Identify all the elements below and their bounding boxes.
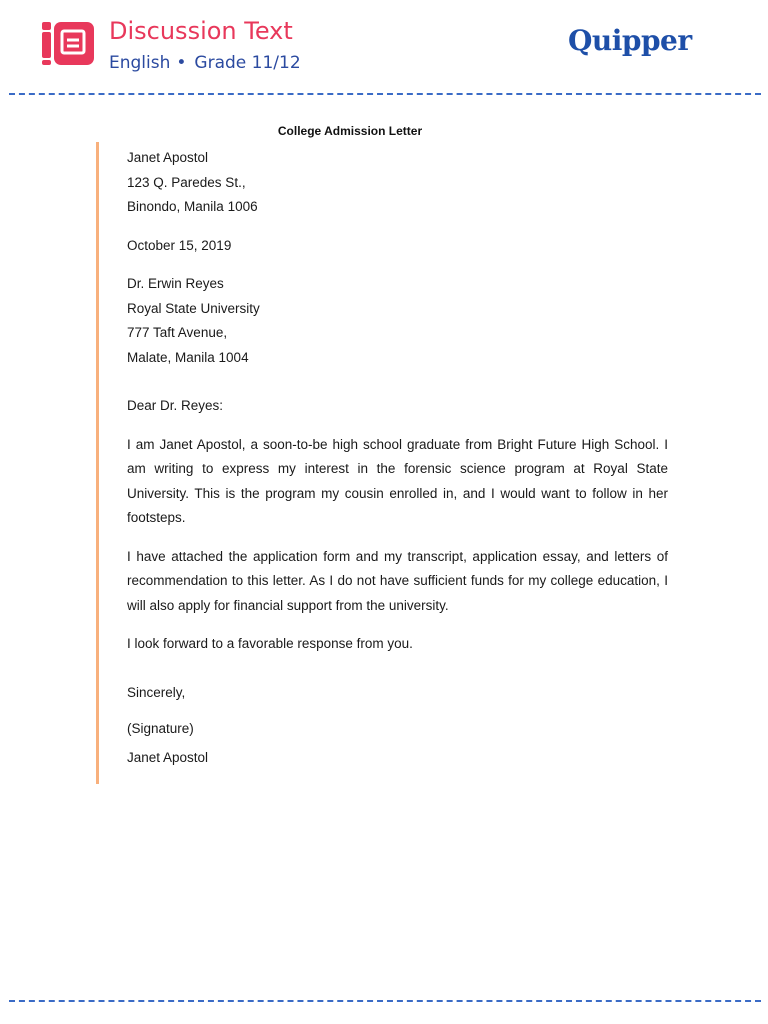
recipient-line: Royal State University [127,300,260,316]
document-icon [40,20,96,66]
closing: Sincerely, [127,684,186,700]
course-info [109,51,301,75]
separator-dot: • [176,53,187,73]
subject-label: English [109,53,171,73]
sender-line: Binondo, Manila 1006 [127,199,258,214]
grade-label: Grade 11/12 [194,53,301,73]
body-paragraph: I look forward to a favorable response from you. [127,636,413,651]
recipient-line: Malate, Manila 1004 [127,349,249,365]
sender-line: Janet Apostol [127,150,209,165]
signature: (Signature) [127,721,194,736]
recipient-line: Dr. Erwin Reyes [127,276,224,291]
body-paragraph: I am Janet Apostol, a soon-to-be high school graduate from Bright Future High School. I am writing to express my interest in the forensic science program at Royal State University. This is the program my cousin enrolled in, and I would want to follow in her footsteps. [127,436,668,525]
footer-divider [9,1000,761,1002]
recipient-line: 777 Taft Avenue, [127,325,228,340]
recipient-address [127,272,668,370]
document-title: College Admission Letter [277,124,423,138]
header-divider [9,93,761,95]
quipper-logo: Quipper [568,24,692,57]
sender-line: 123 Q. Paredes St., [127,174,246,190]
salutation: Dear Dr. Reyes: [127,398,224,413]
page-title: Discussion Text [109,17,293,45]
body-paragraph: I have attached the application form and my transcript, application essay, and letters of recommendation to this letter. As I do not have sufficient funds for my college education, I will also apply for financial support from the university. [127,548,668,613]
signer-name: Janet Apostol [127,749,209,765]
sender-address [127,146,668,220]
letter-body [127,146,668,770]
accent-bar [96,142,99,784]
letter-date: October 15, 2019 [127,237,232,253]
